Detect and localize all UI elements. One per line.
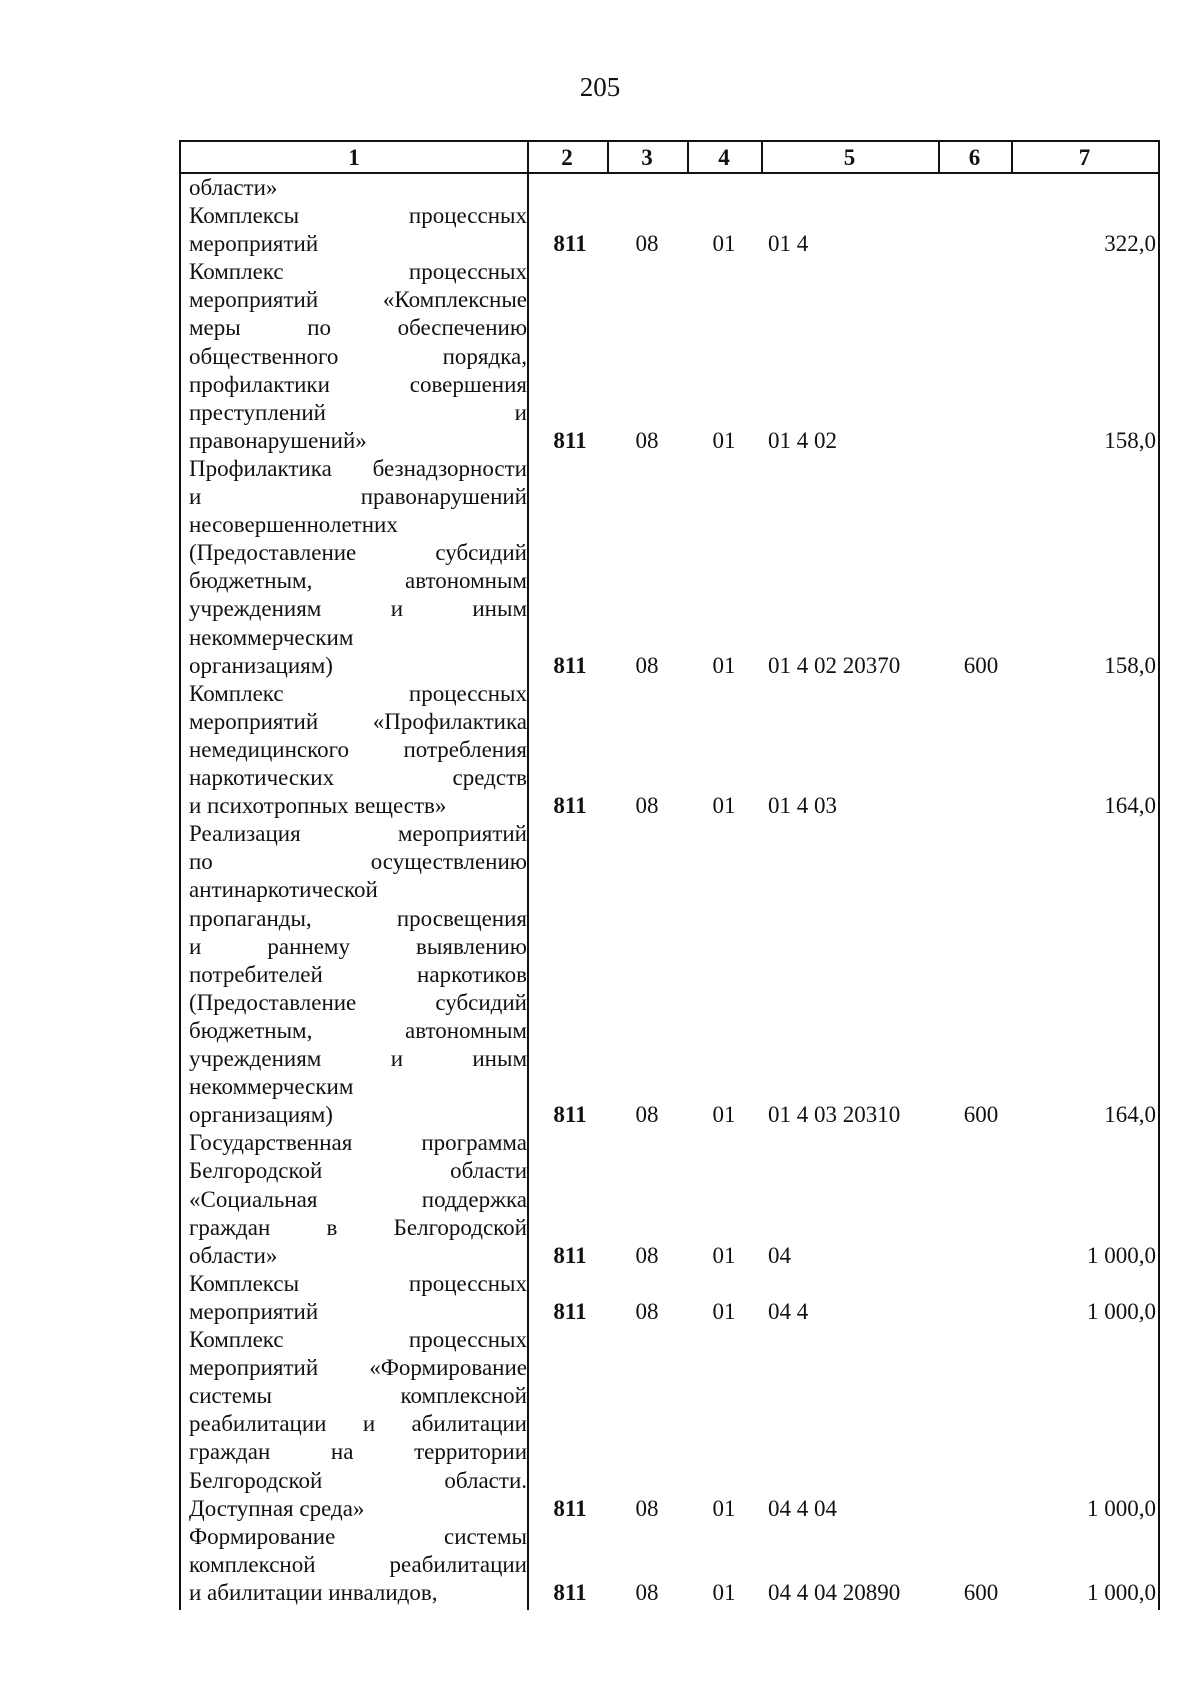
- amount: 164,0: [1104, 793, 1156, 819]
- row-name-line: области»: [189, 175, 278, 200]
- code-section: 08: [635, 1242, 659, 1268]
- code-glava: 811: [553, 1242, 587, 1268]
- amount: 158,0: [1104, 427, 1156, 453]
- code-subsection: 01: [712, 793, 736, 819]
- table-row: [181, 1270, 1158, 1326]
- code-expense-type: [947, 1495, 1015, 1523]
- row-name-line: немедицинского потребления: [189, 736, 527, 762]
- code-section: 08: [635, 1102, 659, 1128]
- row-name-line: Комплекс процессных: [189, 259, 527, 285]
- code-glava: 811: [553, 427, 587, 453]
- row-name-line: реабилитации и абилитации: [189, 1411, 527, 1437]
- code-section: 08: [635, 1579, 659, 1605]
- row-name-line: Комплексы процессных: [189, 1270, 527, 1296]
- row-name-line: бюджетным, автономным: [189, 1017, 527, 1043]
- page-number: 205: [579, 72, 621, 102]
- amount: 1 000,0: [1087, 1579, 1156, 1605]
- code-subsection: 01: [712, 1495, 736, 1521]
- code-glava: 811: [553, 652, 587, 678]
- row-name-line: организациям): [189, 652, 333, 678]
- code-subsection: 01: [712, 231, 736, 257]
- table-row: [181, 174, 1158, 258]
- row-name-line: и правонарушений: [189, 484, 527, 510]
- row-name-line: и абилитации инвалидов,: [189, 1579, 438, 1605]
- code-glava: 811: [553, 1298, 587, 1324]
- code-target-article: 04 4: [768, 1298, 809, 1324]
- row-name-line: пропаганды, просвещения: [189, 905, 527, 931]
- row-name-line: Комплекс процессных: [189, 1327, 527, 1353]
- code-section: 08: [635, 652, 659, 678]
- amount: 1 000,0: [1087, 1242, 1156, 1268]
- table-row: [181, 680, 1158, 821]
- code-target-article: 01 4 02: [768, 427, 837, 453]
- row-name-line: общественного порядка,: [189, 343, 527, 369]
- row-name-line: Белгородской области.: [189, 1467, 527, 1493]
- header-col-6: 6: [968, 145, 981, 170]
- code-glava: 811: [553, 1495, 587, 1521]
- row-name: [189, 1129, 527, 1269]
- row-name: [189, 174, 527, 258]
- row-name: [189, 1523, 527, 1607]
- row-name-line: некоммерческим: [189, 1074, 354, 1100]
- row-name-line: Комплекс процессных: [189, 680, 527, 706]
- row-name-line: несовершеннолетних: [189, 512, 398, 538]
- code-subsection: 01: [712, 427, 736, 453]
- row-name-line: мероприятий: [189, 231, 319, 257]
- table-row: [181, 1326, 1158, 1523]
- row-name: [189, 1326, 527, 1523]
- code-expense-type: 600: [963, 1102, 999, 1128]
- code-expense-type: 600: [963, 1579, 999, 1605]
- row-name-line: мероприятий «Формирование: [189, 1355, 527, 1381]
- code-section: 08: [635, 793, 659, 819]
- code-glava: 811: [553, 231, 587, 257]
- table-row: [181, 1523, 1158, 1607]
- row-name-line: Доступная среда»: [189, 1495, 365, 1521]
- row-name-line: по осуществлению: [189, 849, 527, 875]
- row-name-line: мероприятий: [189, 1298, 319, 1324]
- code-section: 08: [635, 1495, 659, 1521]
- row-name-line: системы комплексной: [189, 1383, 527, 1409]
- code-subsection: 01: [712, 1579, 736, 1605]
- code-expense-type: [947, 1298, 1015, 1326]
- code-expense-type: 600: [963, 652, 999, 678]
- row-name-line: (Предоставление субсидий: [189, 540, 527, 566]
- row-name-line: (Предоставление субсидий: [189, 989, 527, 1015]
- row-name-line: правонарушений»: [189, 427, 367, 453]
- row-name-line: преступлений и: [189, 399, 527, 425]
- amount: 164,0: [1104, 1102, 1156, 1128]
- header-col-4: 4: [718, 145, 730, 170]
- code-expense-type: [947, 427, 1015, 455]
- row-name: [189, 1270, 527, 1326]
- row-name-line: Государственная программа: [189, 1130, 527, 1156]
- table-row: [181, 820, 1158, 1129]
- row-name-line: некоммерческим: [189, 624, 354, 650]
- amount: 1 000,0: [1087, 1298, 1156, 1324]
- row-name-line: и раннему выявлению: [189, 933, 527, 959]
- header-col-3: 3: [641, 145, 653, 170]
- code-target-article: 01 4: [768, 231, 809, 257]
- row-name-line: антинаркотической: [189, 877, 378, 903]
- table-row: [181, 1129, 1158, 1270]
- header-col-7: 7: [1078, 145, 1091, 170]
- amount: 322,0: [1104, 231, 1156, 257]
- code-section: 08: [635, 1298, 659, 1324]
- row-name-line: и психотропных веществ»: [189, 793, 447, 819]
- row-name-line: Комплексы процессных: [189, 203, 527, 229]
- code-subsection: 01: [712, 1242, 736, 1268]
- row-name: [189, 455, 527, 680]
- budget-table: [179, 140, 1160, 1610]
- header-col-2: 2: [561, 145, 573, 170]
- row-name-line: Реализация мероприятий: [189, 821, 527, 847]
- code-subsection: 01: [712, 1298, 736, 1324]
- code-target-article: 04: [768, 1242, 791, 1268]
- code-target-article: 04 4 04: [768, 1495, 837, 1521]
- row-name: [189, 820, 527, 1129]
- row-name: [189, 680, 527, 820]
- header-col-5: 5: [843, 145, 856, 170]
- table-row: [181, 258, 1158, 455]
- row-name-line: Профилактика безнадзорности: [189, 456, 527, 481]
- code-section: 08: [635, 427, 659, 453]
- row-name-line: бюджетным, автономным: [189, 568, 527, 594]
- code-target-article: 04 4 04 20890: [768, 1579, 901, 1605]
- table-row: [181, 455, 1158, 680]
- code-glava: 811: [553, 1579, 587, 1605]
- row-name-line: меры по обеспечению: [189, 315, 527, 341]
- code-target-article: 01 4 03 20310: [768, 1102, 901, 1128]
- row-name-line: граждан на территории: [189, 1439, 527, 1465]
- code-target-article: 01 4 02 20370: [768, 652, 901, 678]
- row-name-line: организациям): [189, 1102, 333, 1128]
- code-section: 08: [635, 231, 659, 257]
- header-col-1: 1: [348, 145, 360, 170]
- row-name-line: учреждениям и иным: [189, 596, 527, 622]
- row-name-line: граждан в Белгородской: [189, 1214, 527, 1240]
- row-name-line: Формирование системы: [189, 1523, 527, 1549]
- row-name-line: Белгородской области: [189, 1158, 527, 1184]
- row-name: [189, 258, 527, 455]
- row-name-line: мероприятий «Профилактика: [189, 708, 527, 734]
- row-name-line: наркотических средств: [189, 765, 527, 791]
- row-name-line: комплексной реабилитации: [189, 1551, 527, 1577]
- row-name-line: области»: [189, 1242, 278, 1268]
- code-expense-type: [947, 230, 1015, 258]
- amount: 158,0: [1104, 652, 1156, 678]
- code-subsection: 01: [712, 1102, 736, 1128]
- row-name-line: потребителей наркотиков: [189, 961, 527, 987]
- code-target-article: 01 4 03: [768, 793, 837, 819]
- code-subsection: 01: [712, 652, 736, 678]
- amount: 1 000,0: [1087, 1495, 1156, 1521]
- row-name-line: мероприятий «Комплексные: [189, 287, 527, 313]
- code-glava: 811: [553, 793, 587, 819]
- code-expense-type: [947, 1242, 1015, 1270]
- row-name-line: «Социальная поддержка: [189, 1186, 527, 1212]
- row-name-line: профилактики совершения: [189, 371, 527, 397]
- row-name-line: учреждениям и иным: [189, 1046, 527, 1072]
- code-glava: 811: [553, 1102, 587, 1128]
- code-expense-type: [947, 792, 1015, 820]
